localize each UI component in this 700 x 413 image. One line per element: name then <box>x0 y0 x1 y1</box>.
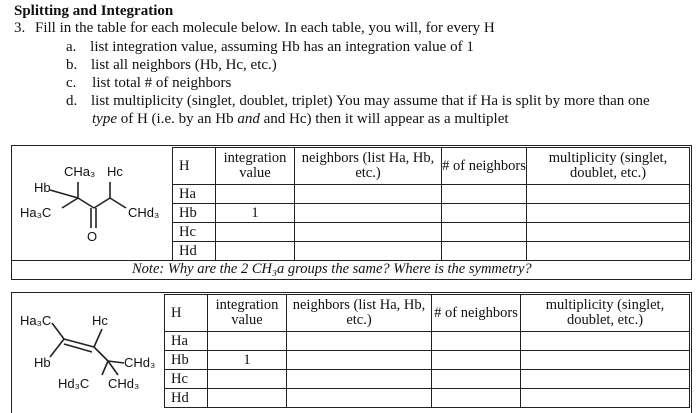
label-hc: Hc <box>107 164 123 179</box>
cell-integration[interactable] <box>208 332 287 351</box>
marker: a. <box>66 39 77 55</box>
table-row <box>165 389 690 408</box>
cell-neighbors[interactable] <box>295 204 442 223</box>
cell-h: Hd <box>165 389 208 408</box>
header-integration: integration value <box>216 148 295 185</box>
cell-neighbors[interactable] <box>287 370 432 389</box>
label-chd3-second: CHd₃ <box>108 376 140 391</box>
instruction-c <box>66 75 231 92</box>
marker: c. <box>66 75 77 91</box>
label-ha3c: Ha₃C <box>20 205 52 220</box>
label-ha3c: Ha₃C <box>20 313 52 328</box>
table-row <box>173 204 690 223</box>
table-row <box>165 351 690 370</box>
cell-neighbors[interactable] <box>287 389 432 408</box>
label-oxygen: O <box>87 229 98 244</box>
cell-integration[interactable] <box>216 242 295 261</box>
label-hd3c: Hd₃C <box>58 376 90 391</box>
table-row <box>173 242 690 261</box>
marker: b. <box>66 57 78 73</box>
label-hb: Hb <box>34 180 51 195</box>
question-3 <box>14 20 495 37</box>
header-h: H <box>173 148 216 185</box>
symmetry-note: Note: Why are the 2 CH₃a groups the same? Where is the symmetry? <box>132 261 532 277</box>
instruction-a <box>66 39 474 56</box>
instruction-d <box>66 93 650 110</box>
cell-h: Hc <box>165 370 208 389</box>
cell-num-neighbors[interactable] <box>432 370 521 389</box>
marker: d. <box>66 93 78 109</box>
table-row <box>165 332 690 351</box>
cell-multiplicity[interactable] <box>521 370 690 389</box>
question-text: Fill in the table for each molecule below. In each table, you will, for every H <box>35 20 495 36</box>
header-neighbors: neighbors (list Ha, Hb, etc.) <box>287 295 432 332</box>
cell-integration[interactable] <box>208 389 287 408</box>
cell-multiplicity[interactable] <box>527 223 690 242</box>
cell-h: Ha <box>173 185 216 204</box>
header-num-neighbors: # of neighbors <box>442 148 527 185</box>
label-hc: Hc <box>92 313 108 328</box>
instruction-text: list integration value, assuming Hb has an integration value of 1 <box>90 39 474 55</box>
cell-num-neighbors[interactable] <box>442 185 527 204</box>
cell-multiplicity[interactable] <box>521 351 690 370</box>
instruction-text: list total # of neighbors <box>92 75 232 91</box>
cell-integration[interactable] <box>208 370 287 389</box>
cell-num-neighbors[interactable] <box>442 242 527 261</box>
cell-num-neighbors[interactable] <box>432 332 521 351</box>
header-integration: integration value <box>208 295 287 332</box>
cell-integration[interactable] <box>216 223 295 242</box>
cell-integration[interactable] <box>216 185 295 204</box>
label-chd3: CHd₃ <box>124 355 156 370</box>
table-row <box>165 370 690 389</box>
cell-h: Hd <box>173 242 216 261</box>
cell-h: Hb <box>165 351 208 370</box>
instruction-text: list all neighbors (Hb, Hc, etc.) <box>91 57 277 73</box>
cell-neighbors[interactable] <box>287 332 432 351</box>
instruction-text: list multiplicity (singlet, doublet, triplet) You may assume that if Ha is split by more than one <box>91 93 650 109</box>
cell-multiplicity[interactable] <box>521 332 690 351</box>
cell-neighbors[interactable] <box>295 223 442 242</box>
cell-num-neighbors[interactable] <box>432 351 521 370</box>
label-chd3: CHd₃ <box>128 205 160 220</box>
molecule2-table <box>164 294 690 408</box>
header-multiplicity: multiplicity (singlet, doublet, etc.) <box>527 148 690 185</box>
header-h: H <box>165 295 208 332</box>
cell-multiplicity[interactable] <box>521 389 690 408</box>
header-num-neighbors: # of neighbors <box>432 295 521 332</box>
cell-neighbors[interactable] <box>295 242 442 261</box>
instruction-d-continued: type of H (i.e. by an Hb and and Hc) then it will appear as a multiplet <box>92 111 509 127</box>
cell-num-neighbors[interactable] <box>442 223 527 242</box>
cell-h: Hb <box>173 204 216 223</box>
cell-h: Ha <box>165 332 208 351</box>
table-row <box>173 223 690 242</box>
cell-integration[interactable]: 1 <box>216 204 295 223</box>
header-neighbors: neighbors (list Ha, Hb, etc.) <box>295 148 442 185</box>
cell-integration[interactable]: 1 <box>208 351 287 370</box>
cell-multiplicity[interactable] <box>527 242 690 261</box>
table-row <box>173 185 690 204</box>
section-heading: Splitting and Integration <box>14 3 174 19</box>
label-cha3: CHa₃ <box>64 164 96 179</box>
cell-neighbors[interactable] <box>287 351 432 370</box>
cell-multiplicity[interactable] <box>527 204 690 223</box>
instruction-b <box>66 57 277 74</box>
cell-num-neighbors[interactable] <box>442 204 527 223</box>
header-multiplicity: multiplicity (singlet, doublet, etc.) <box>521 295 690 332</box>
cell-neighbors[interactable] <box>295 185 442 204</box>
label-hb: Hb <box>34 355 51 370</box>
question-number: 3. <box>14 20 26 36</box>
molecule1-table <box>172 147 690 261</box>
cell-num-neighbors[interactable] <box>432 389 521 408</box>
cell-multiplicity[interactable] <box>527 185 690 204</box>
cell-h: Hc <box>173 223 216 242</box>
